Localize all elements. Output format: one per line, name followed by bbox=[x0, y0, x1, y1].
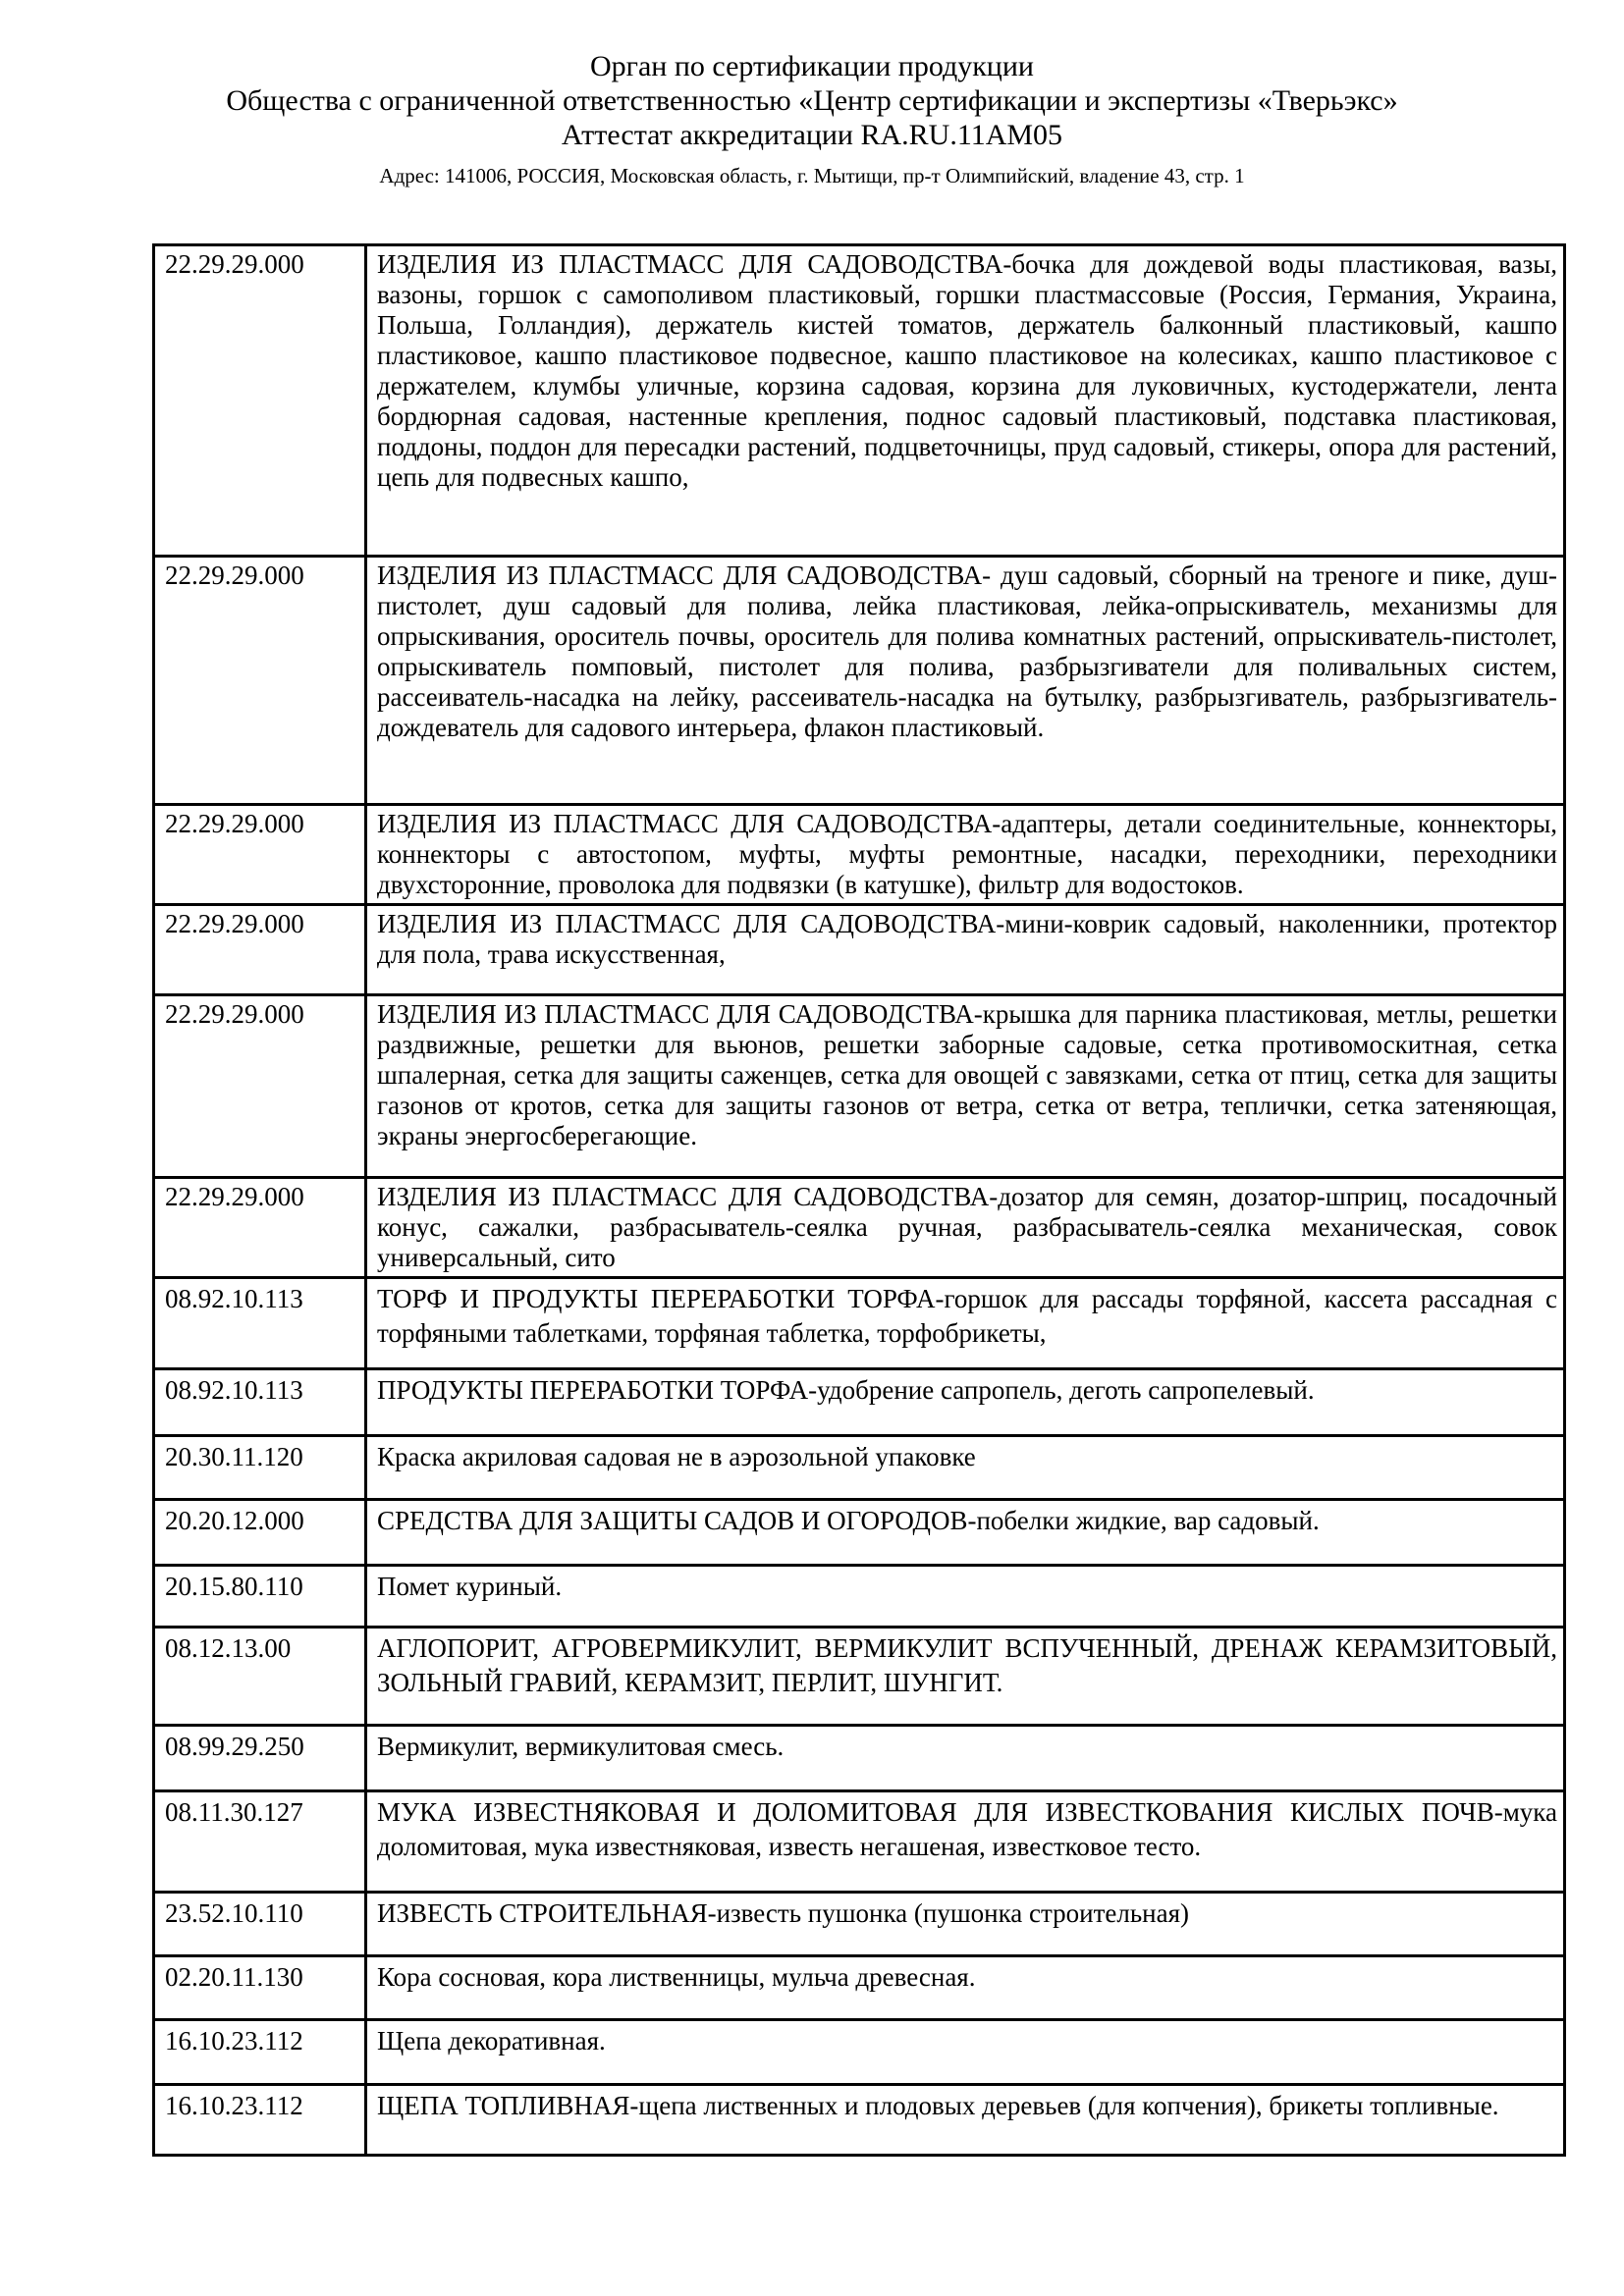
product-description-cell bbox=[366, 245, 1565, 557]
product-code: 20.15.80.110 bbox=[165, 1572, 303, 1601]
product-description: Краска акриловая садовая не в аэрозольной упаковке bbox=[377, 1442, 976, 1471]
product-code-cell bbox=[154, 1956, 366, 2020]
product-code-cell bbox=[154, 557, 366, 805]
product-code-cell bbox=[154, 1791, 366, 1893]
product-code-cell bbox=[154, 2020, 366, 2085]
table-row bbox=[154, 1500, 1565, 1566]
product-description-cell bbox=[366, 805, 1565, 905]
product-code: 20.20.12.000 bbox=[165, 1506, 304, 1535]
product-description-cell bbox=[366, 1628, 1565, 1726]
product-code: 08.92.10.113 bbox=[165, 1375, 303, 1405]
product-description: ИЗДЕЛИЯ ИЗ ПЛАСТМАСС ДЛЯ САДОВОДСТВА-бочка для дождевой воды пластиковая, вазы, вазоны, горшок с самополивом пластиковый, горшки пластмассовые (Россия, Германия, Украина, Польша, Голландия), держатель кистей томатов, держатель балконный пластиковый, кашпо пластиковое, кашпо пластиковое подвесное, кашпо пластиковое на колесиках, кашпо пластиковое с держателем, клумбы уличные, корзина садовая, корзина для луковичных, кустодержатели, лента бордюрная садовая, настенные крепления, поднос садовый пластиковый, подставка пластиковая, поддоны, поддон для пересадки растений, подцветочницы, пруд садовый, стикеры, опора для растений, цепь для подвесных кашпо, bbox=[377, 249, 1557, 492]
header-org-line: Орган по сертификации продукции bbox=[590, 50, 1034, 82]
table-row bbox=[154, 1436, 1565, 1500]
header-company-line: Общества с ограниченной ответственностью «Центр сертификации и экспертизы «Тверьэкс» bbox=[226, 84, 1398, 117]
product-description-cell bbox=[366, 1956, 1565, 2020]
product-description-cell bbox=[366, 1893, 1565, 1956]
product-code-cell bbox=[154, 1436, 366, 1500]
table-row bbox=[154, 1369, 1565, 1436]
table-row bbox=[154, 1566, 1565, 1628]
table-row bbox=[154, 1956, 1565, 2020]
product-code-cell bbox=[154, 1500, 366, 1566]
product-code: 08.92.10.113 bbox=[165, 1284, 303, 1313]
product-code: 23.52.10.110 bbox=[165, 1898, 303, 1928]
product-description: ИЗВЕСТЬ СТРОИТЕЛЬНАЯ-известь пушонка (пушонка строительная) bbox=[377, 1898, 1190, 1928]
header-address-line: Адрес: 141006, РОССИЯ, Московская область, г. Мытищи, пр-т Олимпийский, владение 43, стр. 1 bbox=[379, 164, 1245, 187]
product-description: ИЗДЕЛИЯ ИЗ ПЛАСТМАСС ДЛЯ САДОВОДСТВА-дозатор для семян, дозатор-шприц, посадочный конус, сажалки, разбрасыватель-сеялка ручная, разбрасыватель-сеялка механическая, совок универсальный, сито bbox=[377, 1182, 1557, 1272]
product-code: 16.10.23.112 bbox=[165, 2026, 303, 2056]
product-code-cell bbox=[154, 1369, 366, 1436]
table-row bbox=[154, 905, 1565, 995]
product-code-cell bbox=[154, 1893, 366, 1956]
document-header bbox=[0, 0, 1624, 188]
product-description-cell bbox=[366, 995, 1565, 1178]
products-table bbox=[152, 243, 1566, 2157]
product-code-cell bbox=[154, 1278, 366, 1369]
header-attestation-line: Аттестат аккредитации RA.RU.11AM05 bbox=[561, 119, 1063, 151]
table-row bbox=[154, 995, 1565, 1178]
product-description: ТОРФ И ПРОДУКТЫ ПЕРЕРАБОТКИ ТОРФА-горшок для рассады торфяной, кассета рассадная с торфяными таблетками, торфяная таблетка, торфобрикеты, bbox=[377, 1284, 1557, 1348]
product-code-cell bbox=[154, 1178, 366, 1278]
product-code: 20.30.11.120 bbox=[165, 1442, 303, 1471]
products-table-body bbox=[154, 245, 1565, 2156]
product-code: 08.99.29.250 bbox=[165, 1732, 304, 1761]
product-description-cell bbox=[366, 1436, 1565, 1500]
product-description: ИЗДЕЛИЯ ИЗ ПЛАСТМАСС ДЛЯ САДОВОДСТВА-адаптеры, детали соединительные, коннекторы, коннекторы с автостопом, муфты, муфты ремонтные, насадки, переходники, переходники двухсторонние, проволока для подвязки (в катушке), фильтр для водостоков. bbox=[377, 809, 1557, 899]
table-row bbox=[154, 805, 1565, 905]
product-code-cell bbox=[154, 995, 366, 1178]
product-description-cell bbox=[366, 1278, 1565, 1369]
product-code: 22.29.29.000 bbox=[165, 809, 304, 838]
product-description-cell bbox=[366, 1791, 1565, 1893]
product-code-cell bbox=[154, 1566, 366, 1628]
product-description: ПРОДУКТЫ ПЕРЕРАБОТКИ ТОРФА-удобрение сапропель, деготь сапропелевый. bbox=[377, 1375, 1315, 1405]
product-description: ИЗДЕЛИЯ ИЗ ПЛАСТМАСС ДЛЯ САДОВОДСТВА-мини-коврик садовый, наколенники, протектор для пола, трава искусственная, bbox=[377, 909, 1557, 969]
product-code: 08.11.30.127 bbox=[165, 1797, 303, 1827]
table-row bbox=[154, 1178, 1565, 1278]
product-description: АГЛОПОРИТ, АГРОВЕРМИКУЛИТ, ВЕРМИКУЛИТ ВСПУЧЕННЫЙ, ДРЕНАЖ КЕРАМЗИТОВЫЙ, ЗОЛЬНЫЙ ГРАВИЙ, КЕРАМЗИТ, ПЕРЛИТ, ШУНГИТ. bbox=[377, 1633, 1557, 1697]
product-code-cell bbox=[154, 2085, 366, 2156]
product-code: 22.29.29.000 bbox=[165, 999, 304, 1029]
product-description: СРЕДСТВА ДЛЯ ЗАЩИТЫ САДОВ И ОГОРОДОВ-побелки жидкие, вар садовый. bbox=[377, 1506, 1320, 1535]
product-description: ИЗДЕЛИЯ ИЗ ПЛАСТМАСС ДЛЯ САДОВОДСТВА- душ садовый, сборный на треноге и пике, душ-пистолет, душ садовый для полива, лейка пластиковая, лейка-опрыскиватель, механизмы для опрыскивания, ороситель почвы, ороситель для полива комнатных растений, опрыскиватель-пистолет, опрыскиватель помповый, пистолет для полива, разбрызгиватели для поливальных систем, рассеиватель-насадка на лейку, рассеиватель-насадка на бутылку, разбрызгиватель, разбрызгиватель-дождеватель для садового интерьера, флакон пластиковый. bbox=[377, 561, 1557, 742]
table-row bbox=[154, 1791, 1565, 1893]
table-row bbox=[154, 1278, 1565, 1369]
product-code-cell bbox=[154, 245, 366, 557]
product-code-cell bbox=[154, 1628, 366, 1726]
table-row bbox=[154, 2085, 1565, 2156]
product-description-cell bbox=[366, 1369, 1565, 1436]
product-description-cell bbox=[366, 557, 1565, 805]
product-code: 22.29.29.000 bbox=[165, 249, 304, 279]
product-description: Кора сосновая, кора лиственницы, мульча древесная. bbox=[377, 1962, 976, 1992]
product-code: 22.29.29.000 bbox=[165, 561, 304, 590]
table-row bbox=[154, 2020, 1565, 2085]
product-code-cell bbox=[154, 1726, 366, 1791]
product-description-cell bbox=[366, 905, 1565, 995]
table-row bbox=[154, 557, 1565, 805]
product-code-cell bbox=[154, 805, 366, 905]
product-code: 16.10.23.112 bbox=[165, 2091, 303, 2120]
product-description-cell bbox=[366, 1500, 1565, 1566]
table-row bbox=[154, 1628, 1565, 1726]
table-row bbox=[154, 1726, 1565, 1791]
product-description-cell bbox=[366, 1566, 1565, 1628]
product-description: ИЗДЕЛИЯ ИЗ ПЛАСТМАСС ДЛЯ САДОВОДСТВА-крышка для парника пластиковая, метлы, решетки раздвижные, решетки для вьюнов, решетки заборные садовые, сетка противомоскитная, сетка шпалерная, сетка для защиты саженцев, сетка для овощей с завязками, сетка от птиц, сетка для защиты газонов от кротов, сетка для защиты газонов от ветра, сетка от ветра, теплички, сетка затеняющая, экраны энергосберегающие. bbox=[377, 999, 1557, 1150]
product-description-cell bbox=[366, 1178, 1565, 1278]
product-description: Помет куриный. bbox=[377, 1572, 563, 1601]
product-description: МУКА ИЗВЕСТНЯКОВАЯ И ДОЛОМИТОВАЯ ДЛЯ ИЗВЕСТКОВАНИЯ КИСЛЫХ ПОЧВ-мука доломитовая, мука известняковая, известь негашеная, известковое тесто. bbox=[377, 1797, 1557, 1861]
product-description-cell bbox=[366, 2085, 1565, 2156]
product-code: 22.29.29.000 bbox=[165, 909, 304, 938]
product-code: 08.12.13.00 bbox=[165, 1633, 292, 1663]
product-description-cell bbox=[366, 1726, 1565, 1791]
product-code: 02.20.11.130 bbox=[165, 1962, 303, 1992]
product-code-cell bbox=[154, 905, 366, 995]
product-code: 22.29.29.000 bbox=[165, 1182, 304, 1211]
product-description: Вермикулит, вермикулитовая смесь. bbox=[377, 1732, 785, 1761]
product-description: Щепа декоративная. bbox=[377, 2026, 606, 2056]
table-row bbox=[154, 245, 1565, 557]
product-description: ЩЕПА ТОПЛИВНАЯ-щепа лиственных и плодовых деревьев (для копчения), брикеты топливные. bbox=[377, 2091, 1499, 2120]
table-row bbox=[154, 1893, 1565, 1956]
product-description-cell bbox=[366, 2020, 1565, 2085]
